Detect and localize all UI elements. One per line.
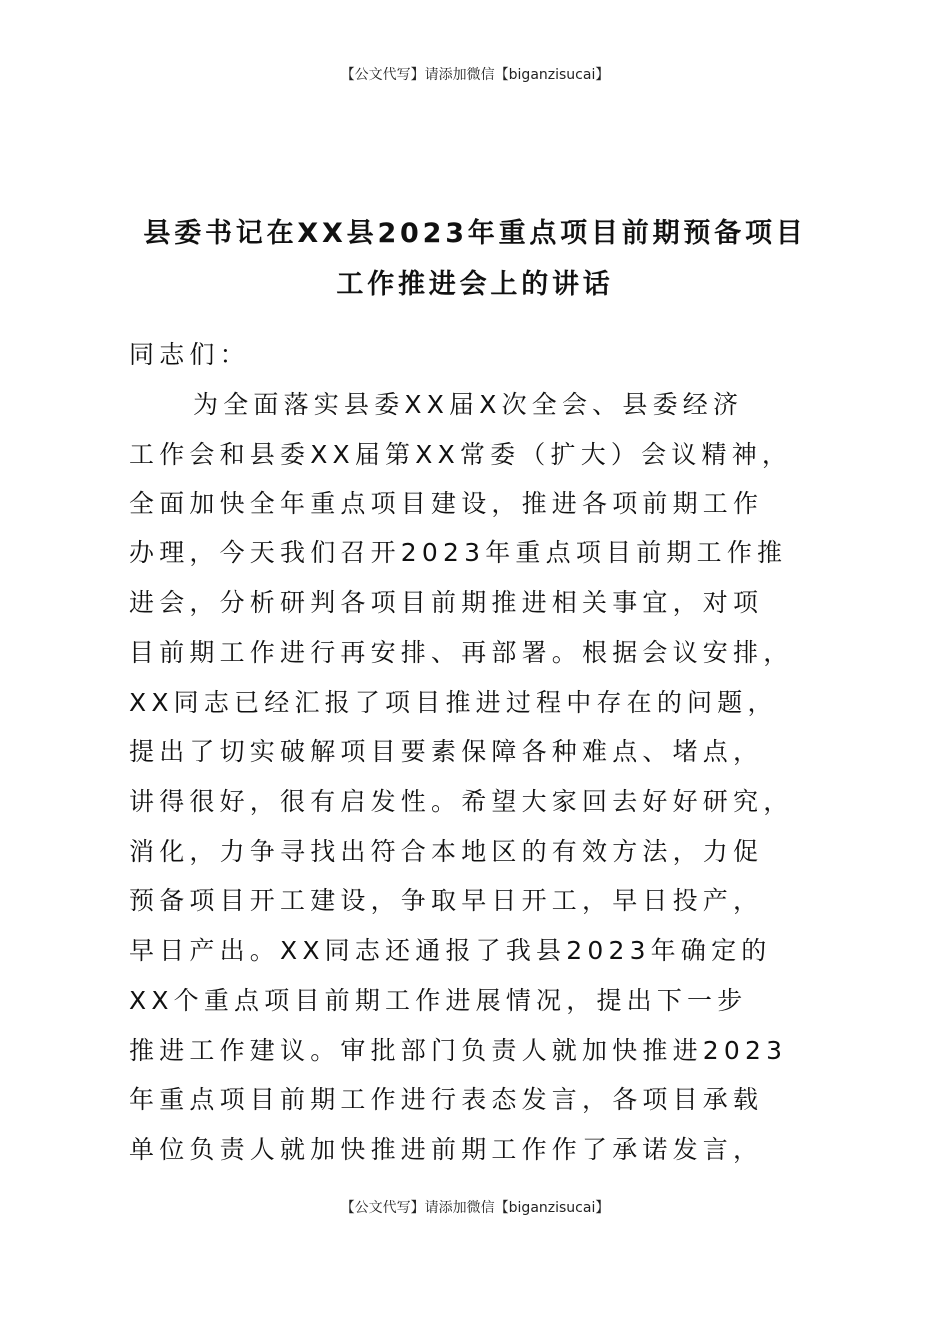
paragraph-line: 工作会和县委XX届第XX常委（扩大）会议精神， — [129, 440, 793, 469]
running-footer: 【公文代写】请添加微信【biganzisucai】 — [340, 1200, 610, 1216]
paragraph-line: 办理，今天我们召开2023年重点项目前期工作推 — [129, 538, 788, 567]
salutation: 同志们： — [129, 340, 250, 369]
paragraph-line: 推进工作建议。审批部门负责人就加快推进2023 — [129, 1036, 788, 1065]
title-line-1 — [0, 211, 950, 250]
paragraph-line: XX个重点项目前期工作进展情况，提出下一步 — [129, 986, 748, 1015]
title-text: 县委书记在XX县2023年重点项目前期预备项目 — [143, 218, 807, 249]
paragraph-line: 为全面落实县委XX届X次全会、县委经济 — [193, 390, 744, 419]
paragraph-line: 单位负责人就加快推进前期工作作了承诺发言， — [129, 1135, 764, 1164]
paragraph-line: 提出了切实破解项目要素保障各种难点、堵点， — [129, 737, 764, 766]
title-line-2 — [0, 262, 950, 301]
paragraph-line: XX同志已经汇报了项目推进过程中存在的问题， — [129, 688, 778, 717]
paragraph-line: 年重点项目前期工作进行表态发言，各项目承载 — [129, 1085, 764, 1114]
paragraph-line: 全面加快全年重点项目建设，推进各项前期工作 — [129, 489, 764, 518]
paragraph-line: 预备项目开工建设，争取早日开工，早日投产， — [129, 886, 764, 915]
paragraph-line: 消化，力争寻找出符合本地区的有效方法，力促 — [129, 837, 764, 866]
paragraph-line: 讲得很好，很有启发性。希望大家回去好好研究， — [129, 787, 794, 816]
running-header: 【公文代写】请添加微信【biganzisucai】 — [340, 67, 610, 83]
paragraph-line: 进会，分析研判各项目前期推进相关事宜，对项 — [129, 588, 764, 617]
paragraph-line: 目前期工作进行再安排、再部署。根据会议安排， — [129, 638, 794, 667]
title-text: 工作推进会上的讲话 — [336, 269, 614, 300]
paragraph-line: 早日产出。XX同志还通报了我县2023年确定的 — [129, 936, 772, 965]
